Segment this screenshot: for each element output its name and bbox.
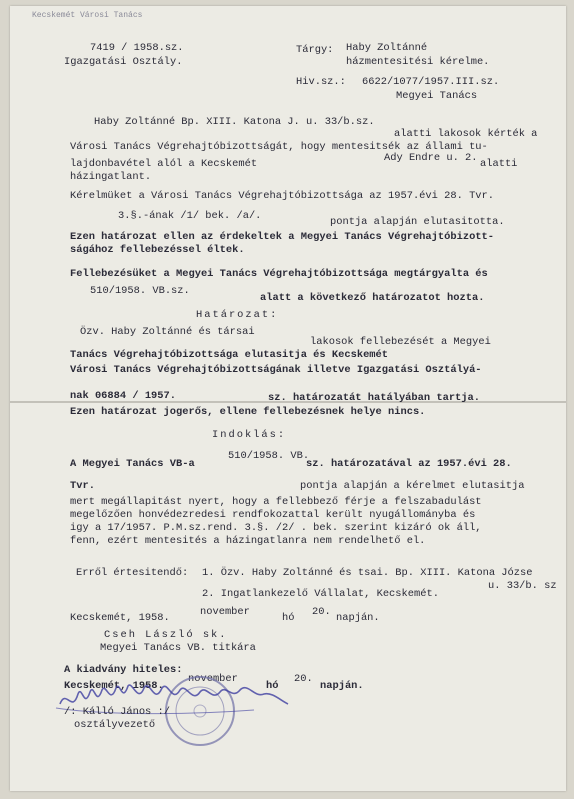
notify-item-1: 1. Özv. Haby Zoltánné és tsai. Bp. XIII. Katona Józse — [202, 567, 533, 579]
reasons-heading: Indoklás: — [212, 429, 287, 441]
body-line: Kérelmüket a Városi Tanács Végrehajtóbizottsága az 1957.évi 28. Tvr. — [70, 190, 495, 202]
notify-label: Erről értesitendő: — [76, 567, 189, 579]
notify-item-2: 2. Ingatlankezelő Vállalat, Kecskemét. — [202, 588, 439, 600]
decision-line: lakosok fellebezését a Megyei — [310, 336, 491, 348]
subject-label: Tárgy: — [296, 44, 334, 56]
body-line: Városi Tanács Végrehajtóbizottságát, hogy mentesitsék az állami tu- — [70, 141, 488, 153]
body-line: alatt a következő határozatot hozta. — [260, 292, 485, 304]
reference-label: Hiv.sz.: — [296, 76, 346, 88]
copy-date-place: Kecskemét, 1958. — [64, 680, 164, 692]
decision-line: Ezen határozat jogerős, ellene fellebezésnek helye nincs. — [70, 406, 426, 418]
body-line: Fellebezésüket a Megyei Tanács Végrehajtóbizottsága megtárgyalta és — [70, 268, 488, 280]
department-head-title: osztályvezető — [74, 719, 156, 731]
notify-item-1-address: u. 33/b. sz — [488, 580, 557, 592]
reference-value: 6622/1077/1957.III.sz. — [362, 76, 500, 88]
copy-date-napjan: napján. — [320, 680, 364, 692]
date-line-ho: hó — [282, 612, 295, 624]
body-line: Ezen határozat ellen az érdekeltek a Megyei Tanács Végrehajtóbizott- — [70, 231, 495, 243]
body-line: pontja alapján elutasitotta. — [330, 216, 505, 228]
subject-line-1: Haby Zoltánné — [346, 42, 428, 54]
copy-date-day: 20. — [294, 673, 313, 685]
decision-line: Városi Tanács Végrehajtóbizottságának illetve Igazgatási Osztályá- — [70, 364, 482, 376]
reasons-line: Tvr. — [70, 480, 95, 492]
copy-date-month: november — [188, 673, 238, 685]
letterhead-faint: Kecskemét Városi Tanács — [32, 11, 143, 20]
reasons-line: igy a 17/1957. P.M.sz.rend. 3.§. /2/ . bek. szerint kizáró ok áll, — [70, 522, 482, 534]
date-line-day: 20. — [312, 606, 331, 618]
decision-line: Özv. Haby Zoltánné és társai — [80, 326, 255, 338]
body-line: Haby Zoltánné Bp. XIII. Katona J. u. 33/b.sz. — [94, 116, 375, 128]
date-line-month: november — [200, 606, 250, 618]
document-page — [10, 6, 566, 791]
body-line: alatti lakosok kérték a — [394, 128, 538, 140]
body-line: házingatlant. — [70, 171, 152, 183]
date-line-napjan: napján. — [336, 612, 380, 624]
reasons-line: fenn, ezért mentesités a házingatlanra nem rendelhető el. — [70, 535, 426, 547]
date-line-place: Kecskemét, 1958. — [70, 612, 170, 624]
body-line: 3.§.-ának /1/ bek. /a/. — [118, 210, 262, 222]
subject-line-2: házmentesitési kérelme. — [346, 56, 490, 68]
body-line: lajdonbavétel alól a Kecskemét — [70, 158, 258, 170]
reference-number: 7419 / 1958.sz. — [90, 42, 184, 54]
signer-title: Megyei Tanács VB. titkára — [100, 642, 256, 654]
reasons-line: sz. határozatával az 1957.évi 28. — [306, 458, 512, 470]
copy-date-ho: hó — [266, 680, 279, 692]
body-line: Ady Endre u. 2. — [384, 152, 478, 164]
decision-line: nak 06884 / 1957. — [70, 390, 177, 402]
decision-line: sz. határozatát hatályában tartja. — [268, 392, 481, 404]
department-head-name: /: Kálló János :/ — [64, 706, 171, 718]
signer-name: Cseh László sk. — [104, 629, 228, 641]
reasons-line: megelőzően honvédezredesi rendfokozattal került nyugállományba és — [70, 509, 476, 521]
reasons-line: A Megyei Tanács VB-a — [70, 458, 195, 470]
body-line: 510/1958. VB.sz. — [90, 285, 190, 297]
body-line: ságához fellebezéssel éltek. — [70, 244, 245, 256]
decision-heading: Határozat: — [196, 309, 279, 321]
copy-label: A kiadvány hiteles: — [64, 664, 183, 676]
reasons-line: mert megállapitást nyert, hogy a fellebbező férje a felszabadulást — [70, 496, 482, 508]
reasons-line: 510/1958. VB. — [228, 450, 310, 462]
reasons-line: pontja alapján a kérelmet elutasitja — [300, 480, 525, 492]
reference-organization: Megyei Tanács — [396, 90, 478, 102]
body-line: alatti — [480, 158, 518, 170]
decision-line: Tanács Végrehajtóbizottsága elutasitja és Kecskemét — [70, 349, 389, 361]
department-name: Igazgatási Osztály. — [64, 56, 183, 68]
